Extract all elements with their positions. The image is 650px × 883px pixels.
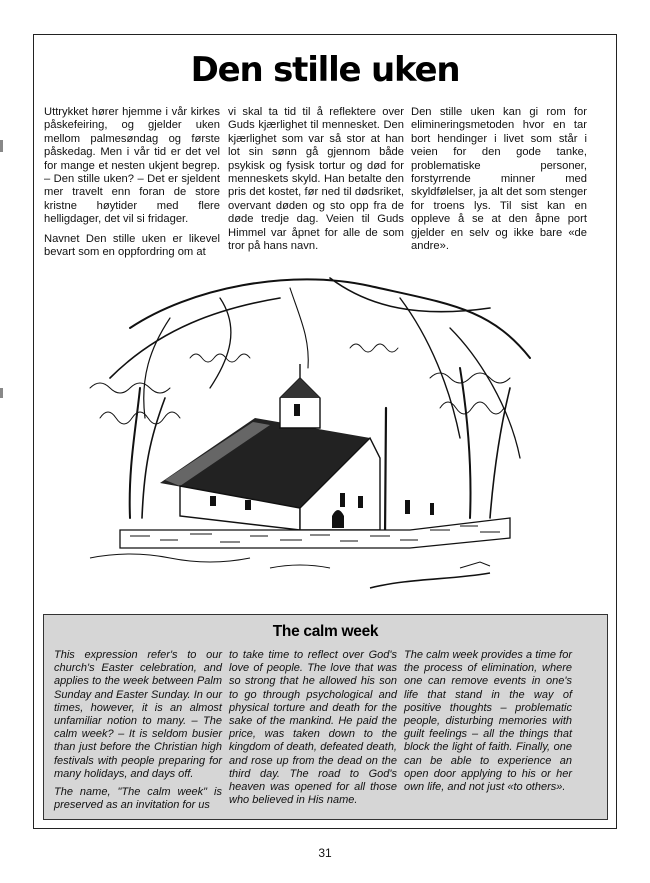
paragraph: This expression refer's to our church's Easter celebration, and applies to the week between Palm Sunday and Easter Sunday. In our times, however, it is an almost unfamiliar notion to many. – The calm week? – It is seldom busier than just before the Christian high festivals with people preparing for many holidays, and days off. <box>54 649 222 780</box>
english-translation-box <box>43 614 608 820</box>
paragraph: vi skal ta tid til å reflektere over Guds kjærlighet til mennesket. Den kjærlighet som var så stor at han lot sin sønn gå gjennom både psykisk og fysisk tortur og død for menneskets skyld. Han betalte den pris det kostet, før ned til dødsriket, overvant døden og sto opp fra de døde tredje dag. Veien til Guds Himmel var åpnet for alle de som tror på hans navn. <box>228 106 404 253</box>
paragraph: to take time to reflect over God's love of people. The love that was so strong that he allowed his son to go through psychological and physical torture and death for the sake of the mankind. He paid the price, was taken down to the kingdom of death, defeated death, and rose up from the dead on the third day. The road to God's heaven was opened for all those who believed in His name. <box>229 649 397 807</box>
english-column-1 <box>54 649 222 817</box>
binding-mark <box>0 140 3 152</box>
norwegian-column-3 <box>411 106 587 259</box>
norwegian-column-1 <box>44 106 220 265</box>
church-illustration <box>70 268 550 610</box>
paragraph: The name, "The calm week" is preserved as an invitation for us <box>54 786 222 812</box>
english-title: The calm week <box>272 623 379 640</box>
binding-mark <box>0 388 3 398</box>
page-title: Den stille uken <box>190 50 460 90</box>
paragraph: The calm week provides a time for the process of elimination, where one can remove events in one's life that stand in the way of positive thoughts – problematic people, disturbing memories with guilt feelings – all the things that block the light of faith. Finally, one can be able to experience an open door applying to his or her own life, and not just «to others». <box>404 649 572 794</box>
page-number: 31 <box>318 846 332 860</box>
paragraph: Navnet Den stille uken er likevel bevart som en oppfordring om at <box>44 232 220 259</box>
paragraph: Den stille uken kan gi rom for elimineringsmetoden hvor en tar bort hendinger i livet som står i veien for den gode tanke, problematiske personer, forstyrrende minner med skyldfølelser, ja alt det som stenger for troens lys. Til sist kan en oppleve å se at den åpne port gjelder en selv og ikke bare «de andre». <box>411 106 587 253</box>
norwegian-column-2 <box>228 106 404 259</box>
english-column-3 <box>404 649 572 799</box>
paragraph: Uttrykket hører hjemme i vår kirkes påskefeiring, og gjelder uken mellom palmesøndag og første påskedag. Men i vår tid er det vel for mange et nesten ukjent begrep. – Den stille uken? – Det er sjeldent mer travelt enn foran de store kristne høytider med flere helligdager, det vil si fridager. <box>44 106 220 226</box>
english-column-2 <box>229 649 397 812</box>
